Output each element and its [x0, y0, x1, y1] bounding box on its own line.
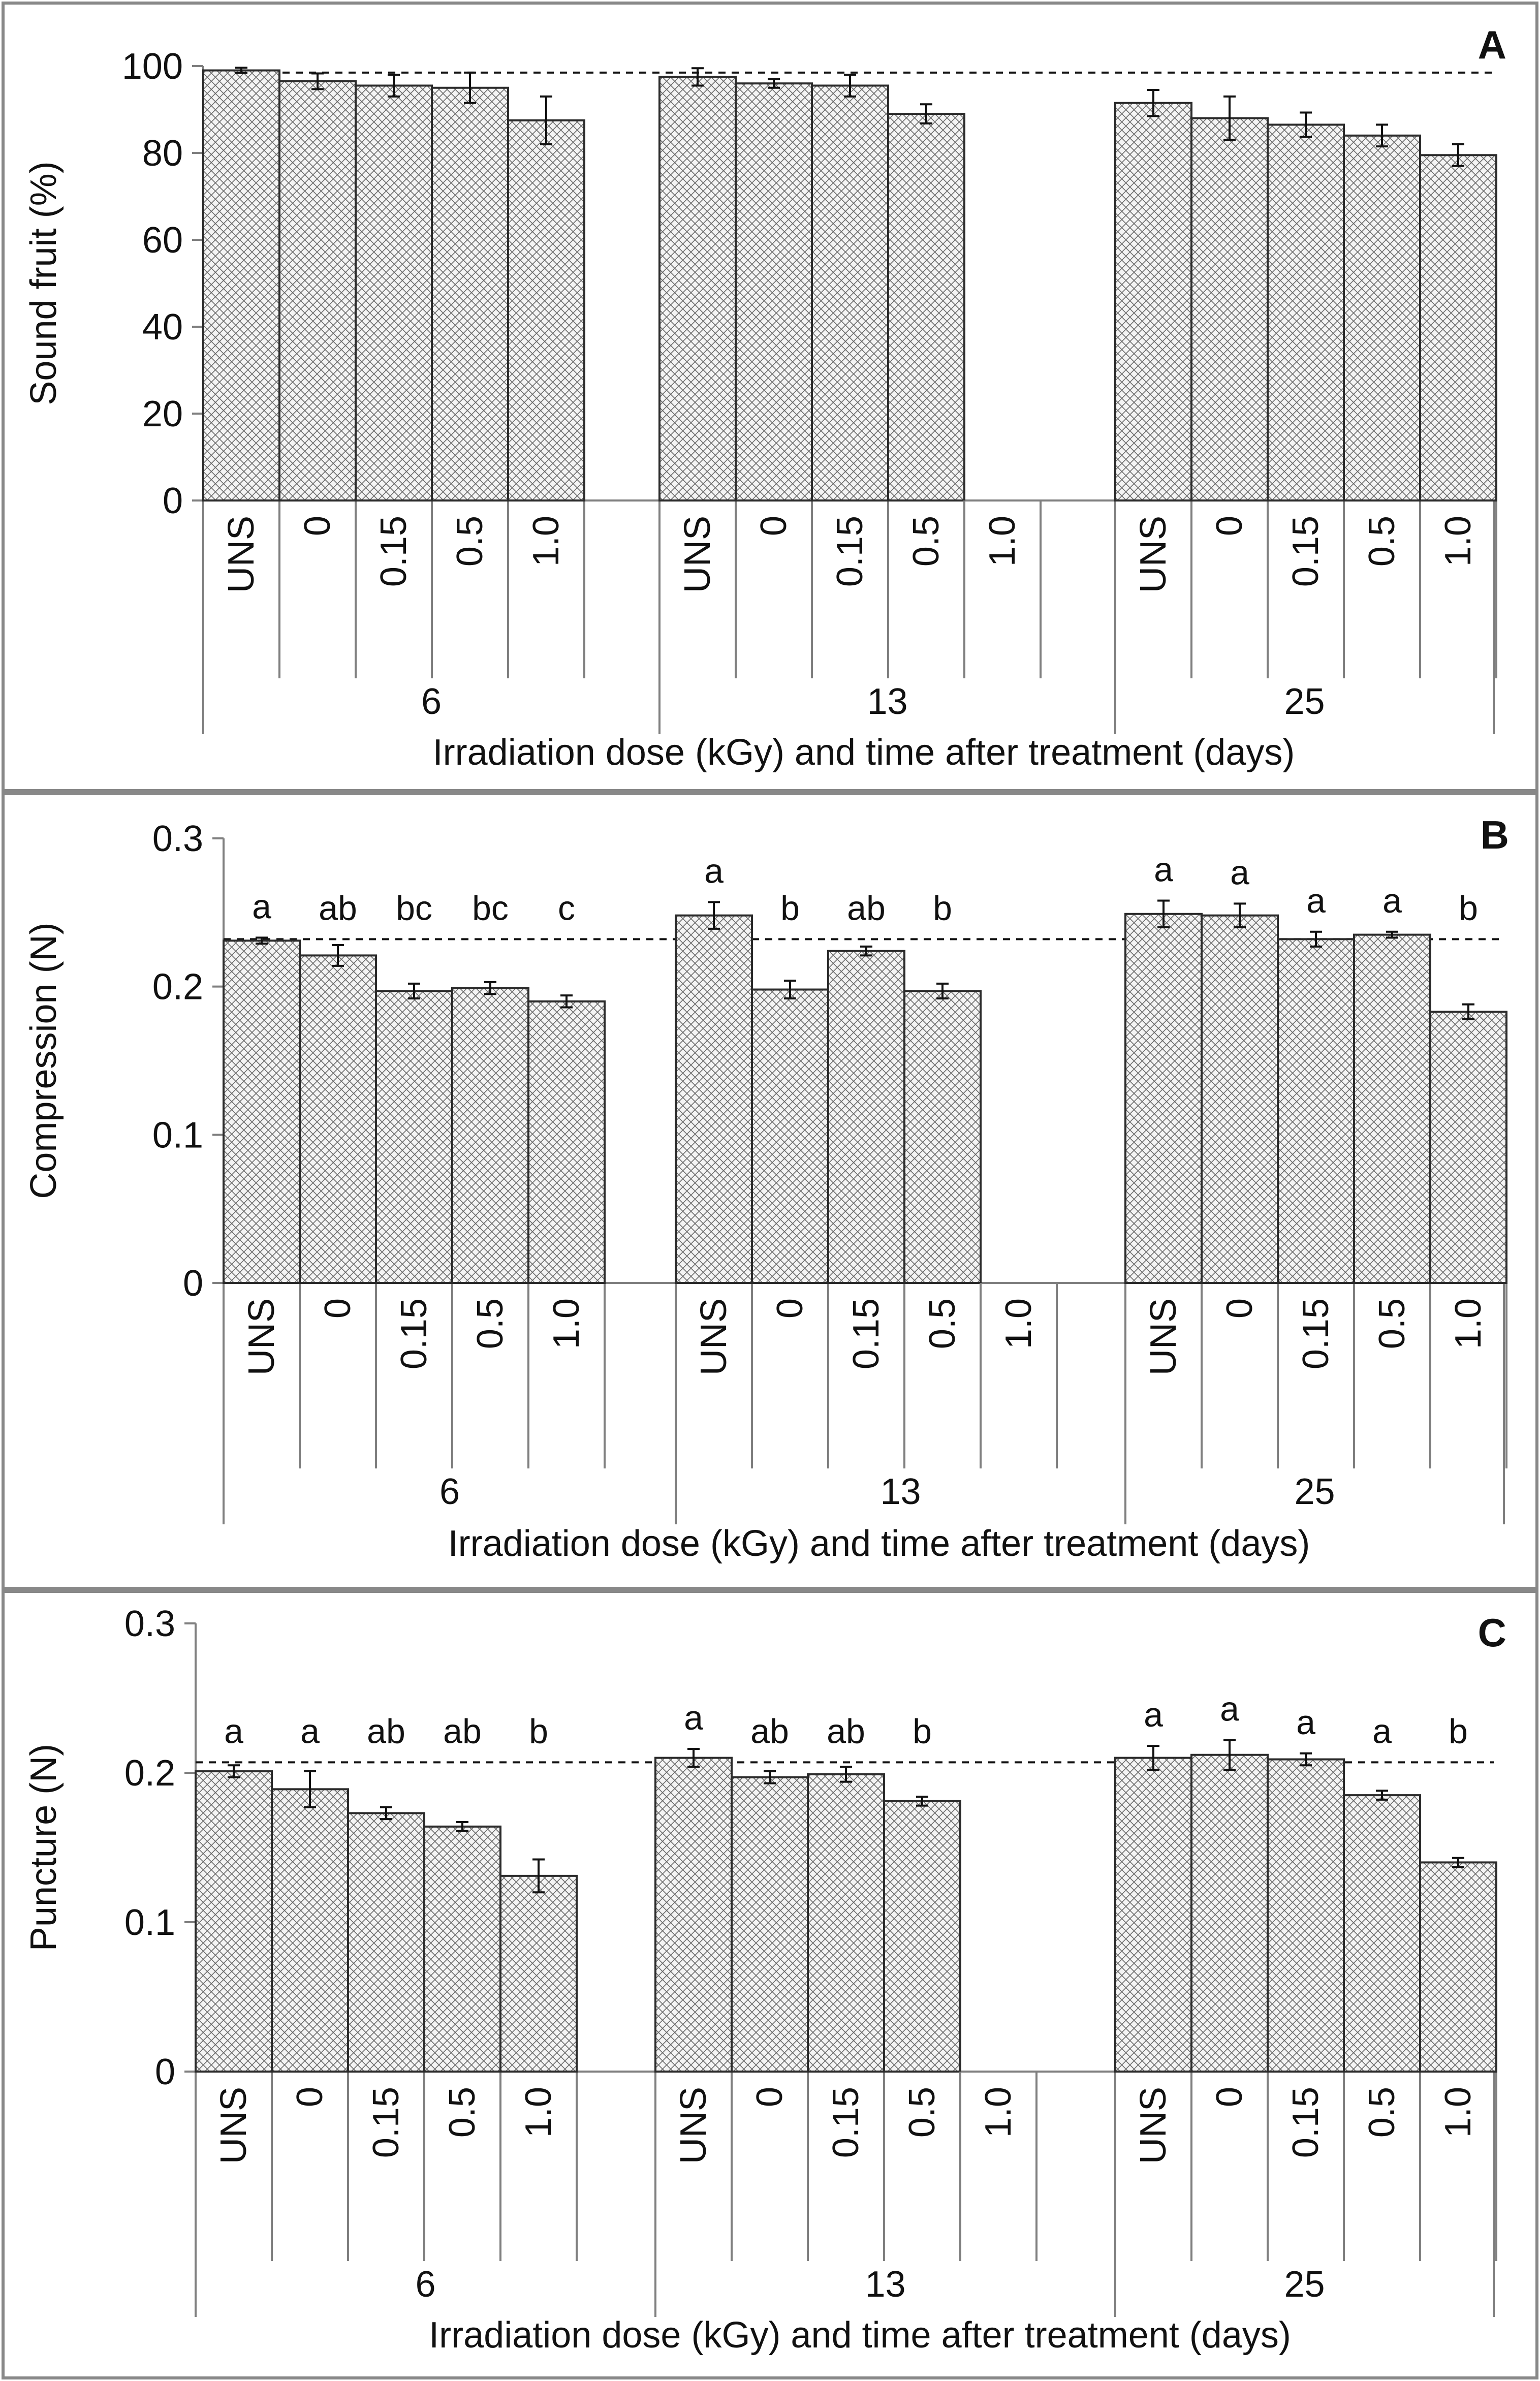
- significance-letter: a: [224, 1712, 243, 1751]
- panel-c: [3, 1591, 1537, 2378]
- x-category-label: 1.0: [982, 516, 1023, 567]
- y-tick-label: 0: [182, 1263, 203, 1304]
- significance-letter: a: [1154, 850, 1173, 889]
- bar: [1268, 1760, 1344, 2072]
- bar: [203, 71, 279, 500]
- significance-letter: a: [1144, 1696, 1163, 1735]
- bar: [1344, 136, 1420, 500]
- x-category-label: 0.5: [1372, 1298, 1412, 1350]
- x-category-label: 0.15: [1285, 2087, 1326, 2158]
- significance-letter: a: [300, 1712, 320, 1751]
- x-category-label: UNS: [221, 516, 262, 593]
- x-category-label: 0.15: [830, 516, 870, 587]
- significance-letter: a: [1220, 1689, 1239, 1729]
- x-category-label: 0: [749, 2087, 790, 2108]
- x-category-label: 0: [1219, 1298, 1260, 1319]
- bar: [356, 85, 432, 500]
- x-category-label: UNS: [1133, 516, 1174, 593]
- bar: [1354, 935, 1430, 1283]
- y-tick-label: 0.3: [152, 819, 203, 859]
- panel-b: [3, 794, 1537, 1588]
- x-category-label: 1.0: [518, 2087, 559, 2138]
- significance-letter: ab: [319, 889, 357, 928]
- x-category-label: UNS: [1133, 2087, 1174, 2165]
- y-tick-label: 0: [162, 481, 183, 521]
- y-tick-label: 0.3: [124, 1604, 175, 1644]
- x-group-label: 13: [865, 2264, 906, 2305]
- x-category-label: 0.5: [1362, 2087, 1402, 2138]
- x-category-label: 1.0: [978, 2087, 1019, 2138]
- bar: [676, 916, 752, 1283]
- significance-letter: a: [1372, 1712, 1392, 1751]
- y-tick-label: 0: [154, 2052, 175, 2092]
- bar: [508, 120, 584, 500]
- x-category-label: 0: [753, 516, 794, 537]
- significance-letter: a: [1306, 881, 1326, 920]
- x-category-label: 0.5: [1362, 516, 1402, 567]
- significance-letter: a: [1382, 881, 1402, 920]
- bar: [224, 941, 300, 1283]
- bar: [500, 1876, 577, 2072]
- panel-a: [3, 3, 1537, 791]
- x-axis-title: Irradiation dose (kGy) and time after treatment (days): [429, 2315, 1291, 2356]
- y-axis-title: Puncture (N): [23, 1743, 64, 1952]
- bar: [1420, 155, 1496, 500]
- bar: [528, 1001, 605, 1283]
- x-group-label: 25: [1284, 2264, 1325, 2305]
- bar: [1115, 103, 1191, 500]
- x-category-label: 0: [1209, 516, 1250, 537]
- significance-letter: ab: [827, 1712, 865, 1751]
- bar: [376, 991, 452, 1283]
- bar: [1278, 939, 1354, 1283]
- bar: [1125, 914, 1202, 1283]
- x-group-label: 6: [439, 1471, 460, 1512]
- x-category-label: 0.5: [906, 516, 947, 567]
- y-tick-label: 0.2: [124, 1753, 175, 1794]
- x-category-label: UNS: [673, 2087, 714, 2165]
- x-axis-title: Irradiation dose (kGy) and time after treatment (days): [448, 1523, 1310, 1564]
- bar: [348, 1813, 424, 2072]
- bar: [1420, 1862, 1496, 2072]
- y-tick-label: 100: [121, 46, 183, 87]
- bar: [279, 81, 356, 500]
- y-tick-label: 0.1: [124, 1902, 175, 1943]
- x-category-label: 0: [318, 1298, 358, 1319]
- y-axis-title: Compression (N): [23, 922, 64, 1199]
- x-category-label: 0.15: [846, 1298, 887, 1370]
- bar: [655, 1758, 732, 2072]
- significance-letter: b: [780, 889, 800, 928]
- x-category-label: 1.0: [1448, 1298, 1489, 1350]
- x-group-label: 13: [867, 681, 908, 722]
- x-category-label: UNS: [694, 1298, 734, 1376]
- bar: [432, 88, 508, 500]
- x-category-label: 1.0: [1438, 2087, 1479, 2138]
- y-axis-title: Sound fruit (%): [23, 161, 64, 405]
- y-tick-label: 40: [142, 307, 183, 348]
- x-category-label: 0.5: [470, 1298, 511, 1350]
- x-category-label: 0.15: [366, 2087, 406, 2158]
- bar: [812, 85, 888, 500]
- significance-letter: b: [933, 889, 952, 928]
- x-category-label: 0.15: [373, 516, 414, 587]
- bar: [196, 1771, 272, 2072]
- y-tick-label: 20: [142, 394, 183, 434]
- significance-letter: ab: [750, 1712, 789, 1751]
- panel-letter: C: [1478, 1610, 1506, 1655]
- x-group-label: 13: [880, 1471, 921, 1512]
- significance-letter: ab: [847, 889, 886, 928]
- significance-letter: ab: [443, 1712, 482, 1751]
- bar: [424, 1827, 500, 2072]
- x-group-label: 6: [415, 2264, 436, 2305]
- x-category-label: 0.5: [902, 2087, 942, 2138]
- x-category-label: UNS: [677, 516, 718, 593]
- bar: [736, 83, 812, 500]
- bar: [1191, 118, 1268, 500]
- x-group-label: 25: [1284, 681, 1325, 722]
- bar: [659, 77, 736, 500]
- x-category-label: 0: [770, 1298, 810, 1319]
- x-category-label: 0.15: [1285, 516, 1326, 587]
- x-category-label: 0.5: [442, 2087, 483, 2138]
- significance-letter: ab: [367, 1712, 405, 1751]
- bar: [888, 114, 964, 500]
- x-category-label: UNS: [1143, 1298, 1184, 1376]
- x-category-label: 0: [290, 2087, 330, 2108]
- y-tick-label: 80: [142, 133, 183, 174]
- x-category-label: 0.5: [450, 516, 490, 567]
- panel-letter: A: [1478, 22, 1506, 67]
- bar: [732, 1777, 808, 2072]
- significance-letter: b: [529, 1712, 548, 1751]
- x-group-label: 6: [421, 681, 442, 722]
- bar: [1202, 916, 1278, 1283]
- bar: [1115, 1758, 1191, 2072]
- bar: [752, 990, 828, 1283]
- x-category-label: UNS: [213, 2087, 254, 2165]
- significance-letter: b: [1449, 1712, 1468, 1751]
- y-tick-label: 0.2: [152, 966, 203, 1008]
- significance-letter: bc: [472, 889, 509, 928]
- significance-letter: a: [704, 852, 724, 891]
- significance-letter: c: [558, 889, 575, 928]
- significance-letter: a: [684, 1698, 703, 1737]
- x-category-label: 0.5: [922, 1298, 963, 1350]
- x-category-label: 1.0: [526, 516, 567, 567]
- significance-letter: b: [913, 1712, 932, 1751]
- panel-letter: B: [1480, 812, 1509, 857]
- bar: [828, 951, 904, 1283]
- x-category-label: 0.15: [394, 1298, 434, 1370]
- x-category-label: 1.0: [546, 1298, 587, 1350]
- significance-letter: a: [252, 887, 271, 926]
- bar: [1344, 1795, 1420, 2072]
- significance-letter: b: [1459, 889, 1478, 928]
- bar: [1430, 1012, 1506, 1283]
- bar: [272, 1789, 348, 2072]
- x-axis-title: Irradiation dose (kGy) and time after treatment (days): [432, 732, 1295, 773]
- x-category-label: UNS: [241, 1298, 282, 1376]
- x-category-label: 0: [1209, 2087, 1250, 2108]
- bar: [1191, 1755, 1268, 2072]
- x-category-label: 0: [297, 516, 338, 537]
- x-group-label: 25: [1294, 1471, 1335, 1512]
- significance-letter: a: [1230, 853, 1249, 892]
- bar: [808, 1774, 884, 2072]
- x-category-label: 1.0: [1438, 516, 1479, 567]
- bar: [1268, 124, 1344, 500]
- bar: [904, 991, 981, 1283]
- y-tick-label: 0.1: [152, 1115, 203, 1156]
- bar: [884, 1801, 960, 2072]
- x-category-label: 0.15: [826, 2087, 866, 2158]
- significance-letter: bc: [396, 889, 432, 928]
- y-tick-label: 60: [142, 220, 183, 261]
- bar: [452, 988, 528, 1283]
- x-category-label: 0.15: [1296, 1298, 1336, 1370]
- significance-letter: a: [1296, 1703, 1315, 1742]
- bar: [300, 955, 376, 1283]
- x-category-label: 1.0: [998, 1298, 1039, 1350]
